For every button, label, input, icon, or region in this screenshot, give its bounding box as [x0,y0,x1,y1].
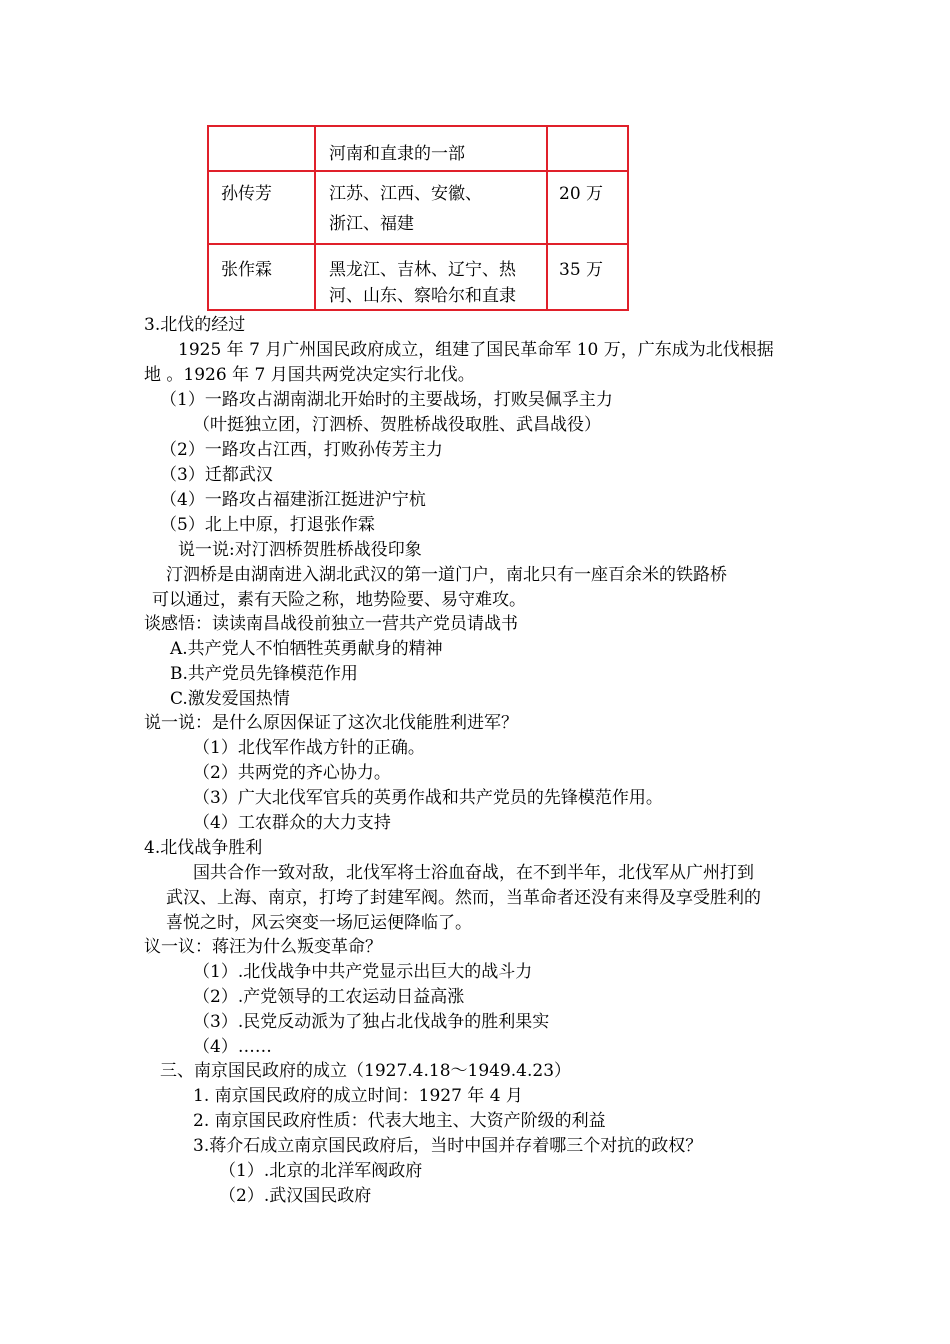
table-cell-troops: 35 万 [559,260,604,280]
list-item: （1）.北伐战争中共产党显示出巨大的战斗力 [193,962,533,982]
list-item: 3.蒋介石成立南京国民政府后，当时中国并存着哪三个对抗的政权？ [193,1136,703,1156]
table-divider [207,243,629,245]
paragraph-line: 可以通过，素有天险之称，地势险要、易守难攻。 [152,590,526,610]
list-item: （1）北伐军作战方针的正确。 [193,738,425,758]
paragraph-line: 汀泗桥是由湖南进入湖北武汉的第一道门户，南北只有一座百余米的铁路桥 [166,565,727,585]
table-cell-area: 浙江、福建 [329,214,414,234]
table-cell-area: 江苏、江西、安徽、 [329,184,482,204]
list-item: （3）迁都武汉 [160,465,273,485]
subheading: 说一说：是什么原因保证了这次北伐能胜利进军？ [144,713,518,733]
paragraph-line: 国共合作一致对敌，北伐军将士浴血奋战，在不到半年，北伐军从广州打到 [193,863,754,883]
table-divider [314,125,316,311]
list-item: 2. 南京国民政府性质：代表大地主、大资产阶级的利益 [193,1111,606,1131]
section-heading: 4.北伐战争胜利 [144,838,263,858]
list-item: （5）北上中原，打退张作霖 [160,515,375,535]
table-cell-troops: 20 万 [559,184,604,204]
list-item: （叶挺独立团，汀泗桥、贺胜桥战役取胜、武昌战役） [193,415,601,435]
table-cell-area: 黑龙江、吉林、辽宁、热 [329,260,516,280]
table-cell-name: 孙传芳 [221,184,272,204]
paragraph-line: 地 。1926 年 7 月国共两党决定实行北伐。 [144,365,475,385]
warlord-table [207,125,629,311]
paragraph-line: 喜悦之时，风云突变一场厄运便降临了。 [166,913,472,933]
list-item: （1）一路攻占湖南湖北开始时的主要战场，打败吴佩孚主力 [160,390,613,410]
list-item: A.共产党人不怕牺牲英勇献身的精神 [170,639,443,659]
table-cell-area: 河、山东、察哈尔和直隶 [329,286,516,306]
list-item: C.激发爱国热情 [170,689,290,709]
table-cell-area: 河南和直隶的一部 [329,144,465,164]
list-item: （3）.民党反动派为了独占北伐战争的胜利果实 [193,1012,550,1032]
list-item: （3）广大北伐军官兵的英勇作战和共产党员的先锋模范作用。 [193,788,663,808]
list-item: （4）工农群众的大力支持 [193,813,391,833]
list-item: （2）一路攻占江西，打败孙传芳主力 [160,440,443,460]
table-divider [207,170,629,172]
list-item: （2）共两党的齐心协力。 [193,763,391,783]
subheading: 说一说:对汀泗桥贺胜桥战役印象 [178,540,422,560]
subheading: 议一议：蒋汪为什么叛变革命？ [144,937,382,957]
table-divider [546,125,548,311]
list-item: （2）.产党领导的工农运动日益高涨 [193,987,465,1007]
table-cell-name: 张作霖 [221,260,272,280]
section-heading: 三、南京国民政府的成立（1927.4.18～1949.4.23） [160,1061,572,1081]
list-item: B.共产党员先锋模范作用 [170,664,358,684]
list-item: 1. 南京国民政府的成立时间：1927 年 4 月 [193,1086,523,1106]
list-item: （4）一路攻占福建浙江挺进沪宁杭 [160,490,426,510]
list-item: （4）…… [193,1037,272,1057]
subheading: 谈感悟：读读南昌战役前独立一营共产党员请战书 [144,614,518,634]
list-item: （2）.武汉国民政府 [219,1186,372,1206]
section-heading: 3.北伐的经过 [144,315,246,335]
list-item: （1）.北京的北洋军阀政府 [219,1161,423,1181]
paragraph-line: 1925 年 7 月广州国民政府成立，组建了国民革命军 10 万，广东成为北伐根据 [178,340,774,360]
paragraph-line: 武汉、上海、南京，打垮了封建军阀。然而，当革命者还没有来得及享受胜利的 [166,888,761,908]
